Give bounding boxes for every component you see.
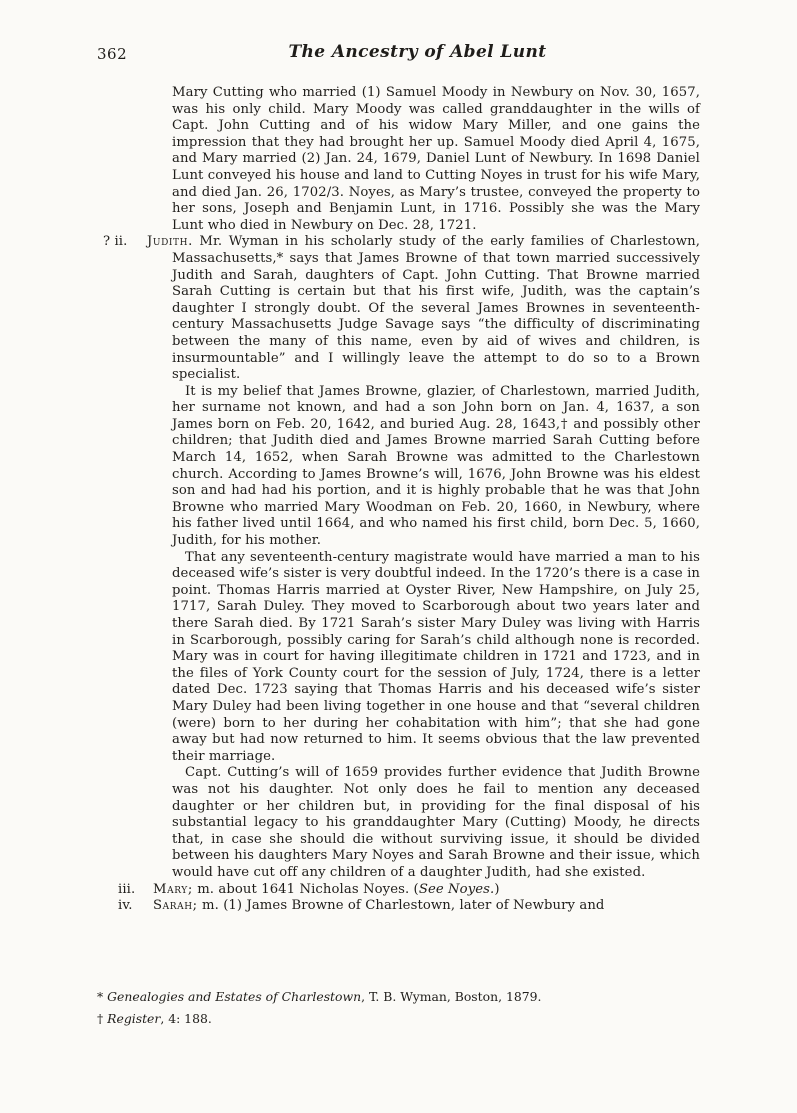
footnote-asterisk-rest: , T. B. Wyman, Boston, 1879. [361,989,542,1004]
entry-judith-paragraph-1-text: Mr. Wyman in his scholarly study of the early families of Charlestown, Massachusetts,* says that James Browne of that town married successively Judith and Sarah, daughters of Capt. John Cutting. That Browne married Sarah Cutting is certain but that his first wife, Judith, was the captain’s daughter I strongly doubt. Of the several James Brownes in seventeenth-century Massachusetts Judge Savage says “the difficulty of discriminating between the many of this name, even by aid of wives and children, is insurmountable” and I willingly leave the attempt to do so to a Brown specialist. [172,234,700,383]
running-title: The Ancestry of Abel Lunt [288,42,547,62]
entry-sarah-text: m. (1) James Browne of Charlestown, later of Newbury and [202,898,605,914]
see-noyes-reference: See Noyes. [418,881,495,897]
body-text [103,85,700,915]
page-number: 362 [97,45,128,63]
footnotes [97,986,697,1029]
footnote-dagger-symbol: † [97,1010,104,1026]
entry-mary-marker: iii. [118,881,136,897]
entry-mary-line [153,882,700,899]
footnote-asterisk [97,986,697,1008]
entry-judith-paragraph-1 [147,234,700,383]
entry-judith-paragraph-3: That any seventeenth-century magistrate would have married a man to his deceased wife’s sister is very doubtful indeed. In the 1720’s there is a case in point. Thomas Harris married at Oyster River, New Hampshire, on July 25, 1717, Sarah Duley. They moved to Scarborough about two years later and there Sarah died. By 1721 Sarah’s sister Mary Duley was living with Harris in Scarborough, possibly caring for Sarah’s child although none is recorded. Mary was in court for having illegitimate children in 1721 and 1723, and in the files of York County court for the session of July, 1724, there is a letter dated Dec. 1723 saying that Thomas Harris and his deceased wife’s sister Mary Duley had been living together in one house and that “several children (were) born to her during her cohabitation with him”; that she had gone away but had now returned to him. It seems obvious that the law prevented their marriage. [172,549,700,764]
entry-sarah [118,898,700,915]
entry-judith-paragraph-2: It is my belief that James Browne, glazier, of Charlestown, married Judith, her surname not known, and had a son John born on Jan. 4, 1637, a son James born on Feb. 20, 1642, and buried Aug. 28, 1643,† and possibly other children; that Judith died and James Browne married Sarah Cutting before March 14, 1652, when Sarah Browne was admitted to the Charlestown church. According to James Browne’s will, 1676, John Browne was his eldest son and had had his portion, and it is highly probable that he was that John Browne who married Mary Woodman on Feb. 20, 1660, in Newbury, where his father lived until 1664, and who named his first child, born Dec. 5, 1660, Judith, for his mother. [172,383,700,549]
footnote-dagger-title: Register [107,1010,161,1026]
entry-mary-text: m. about 1641 Nicholas Noyes. ( [197,881,419,897]
footnote-dagger-rest: , 4: 188. [160,1010,212,1026]
entry-sarah-line [153,898,700,915]
footnote-asterisk-symbol: * [97,989,104,1004]
entry-mary-text-close: ) [494,881,500,897]
child-name-judith: Judith. [147,234,193,250]
entry-sarah-marker: iv. [118,898,133,914]
entry-judith-marker: ? ii. [103,234,128,250]
child-name-sarah: Sarah; [153,898,198,914]
entry-judith [103,234,700,881]
child-name-mary: Mary; [153,881,193,897]
footnote-dagger [97,1008,697,1030]
paragraph-mary-cutting: Mary Cutting who married (1) Samuel Moody in Newbury on Nov. 30, 1657, was his only child. Mary Moody was called granddaughter in the wills of Capt. John Cutting and of his widow Mary Miller, and one gains the impression that they had brought her up. Samuel Moody died April 4, 1675, and Mary married (2) Jan. 24, 1679, Daniel Lunt of Newbury. In 1698 Daniel Lunt conveyed his house and land to Cutting Noyes in trust for his wife Mary, and died Jan. 26, 1702/3. Noyes, as Mary’s trustee, conveyed the property to her sons, Joseph and Benjamin Lunt, in 1716. Possibly she was the Mary Lunt who died in Newbury on Dec. 28, 1721. [172,85,700,233]
footnote-asterisk-title: Genealogies and Estates of Charlestown [107,989,362,1004]
entry-judith-paragraph-4: Capt. Cutting’s will of 1659 provides further evidence that Judith Browne was not his daughter. Not only does he fail to mention any deceased daughter or her children but, in providing for the final disposal of his substantial legacy to his granddaughter Mary (Cutting) Moody, he directs that, in case she should die without surviving issue, it should be divided between his daughters Mary Noyes and Sarah Browne and their issue, which would have cut off any children of a daughter Judith, had she existed. [172,765,700,880]
entry-mary [118,881,700,899]
